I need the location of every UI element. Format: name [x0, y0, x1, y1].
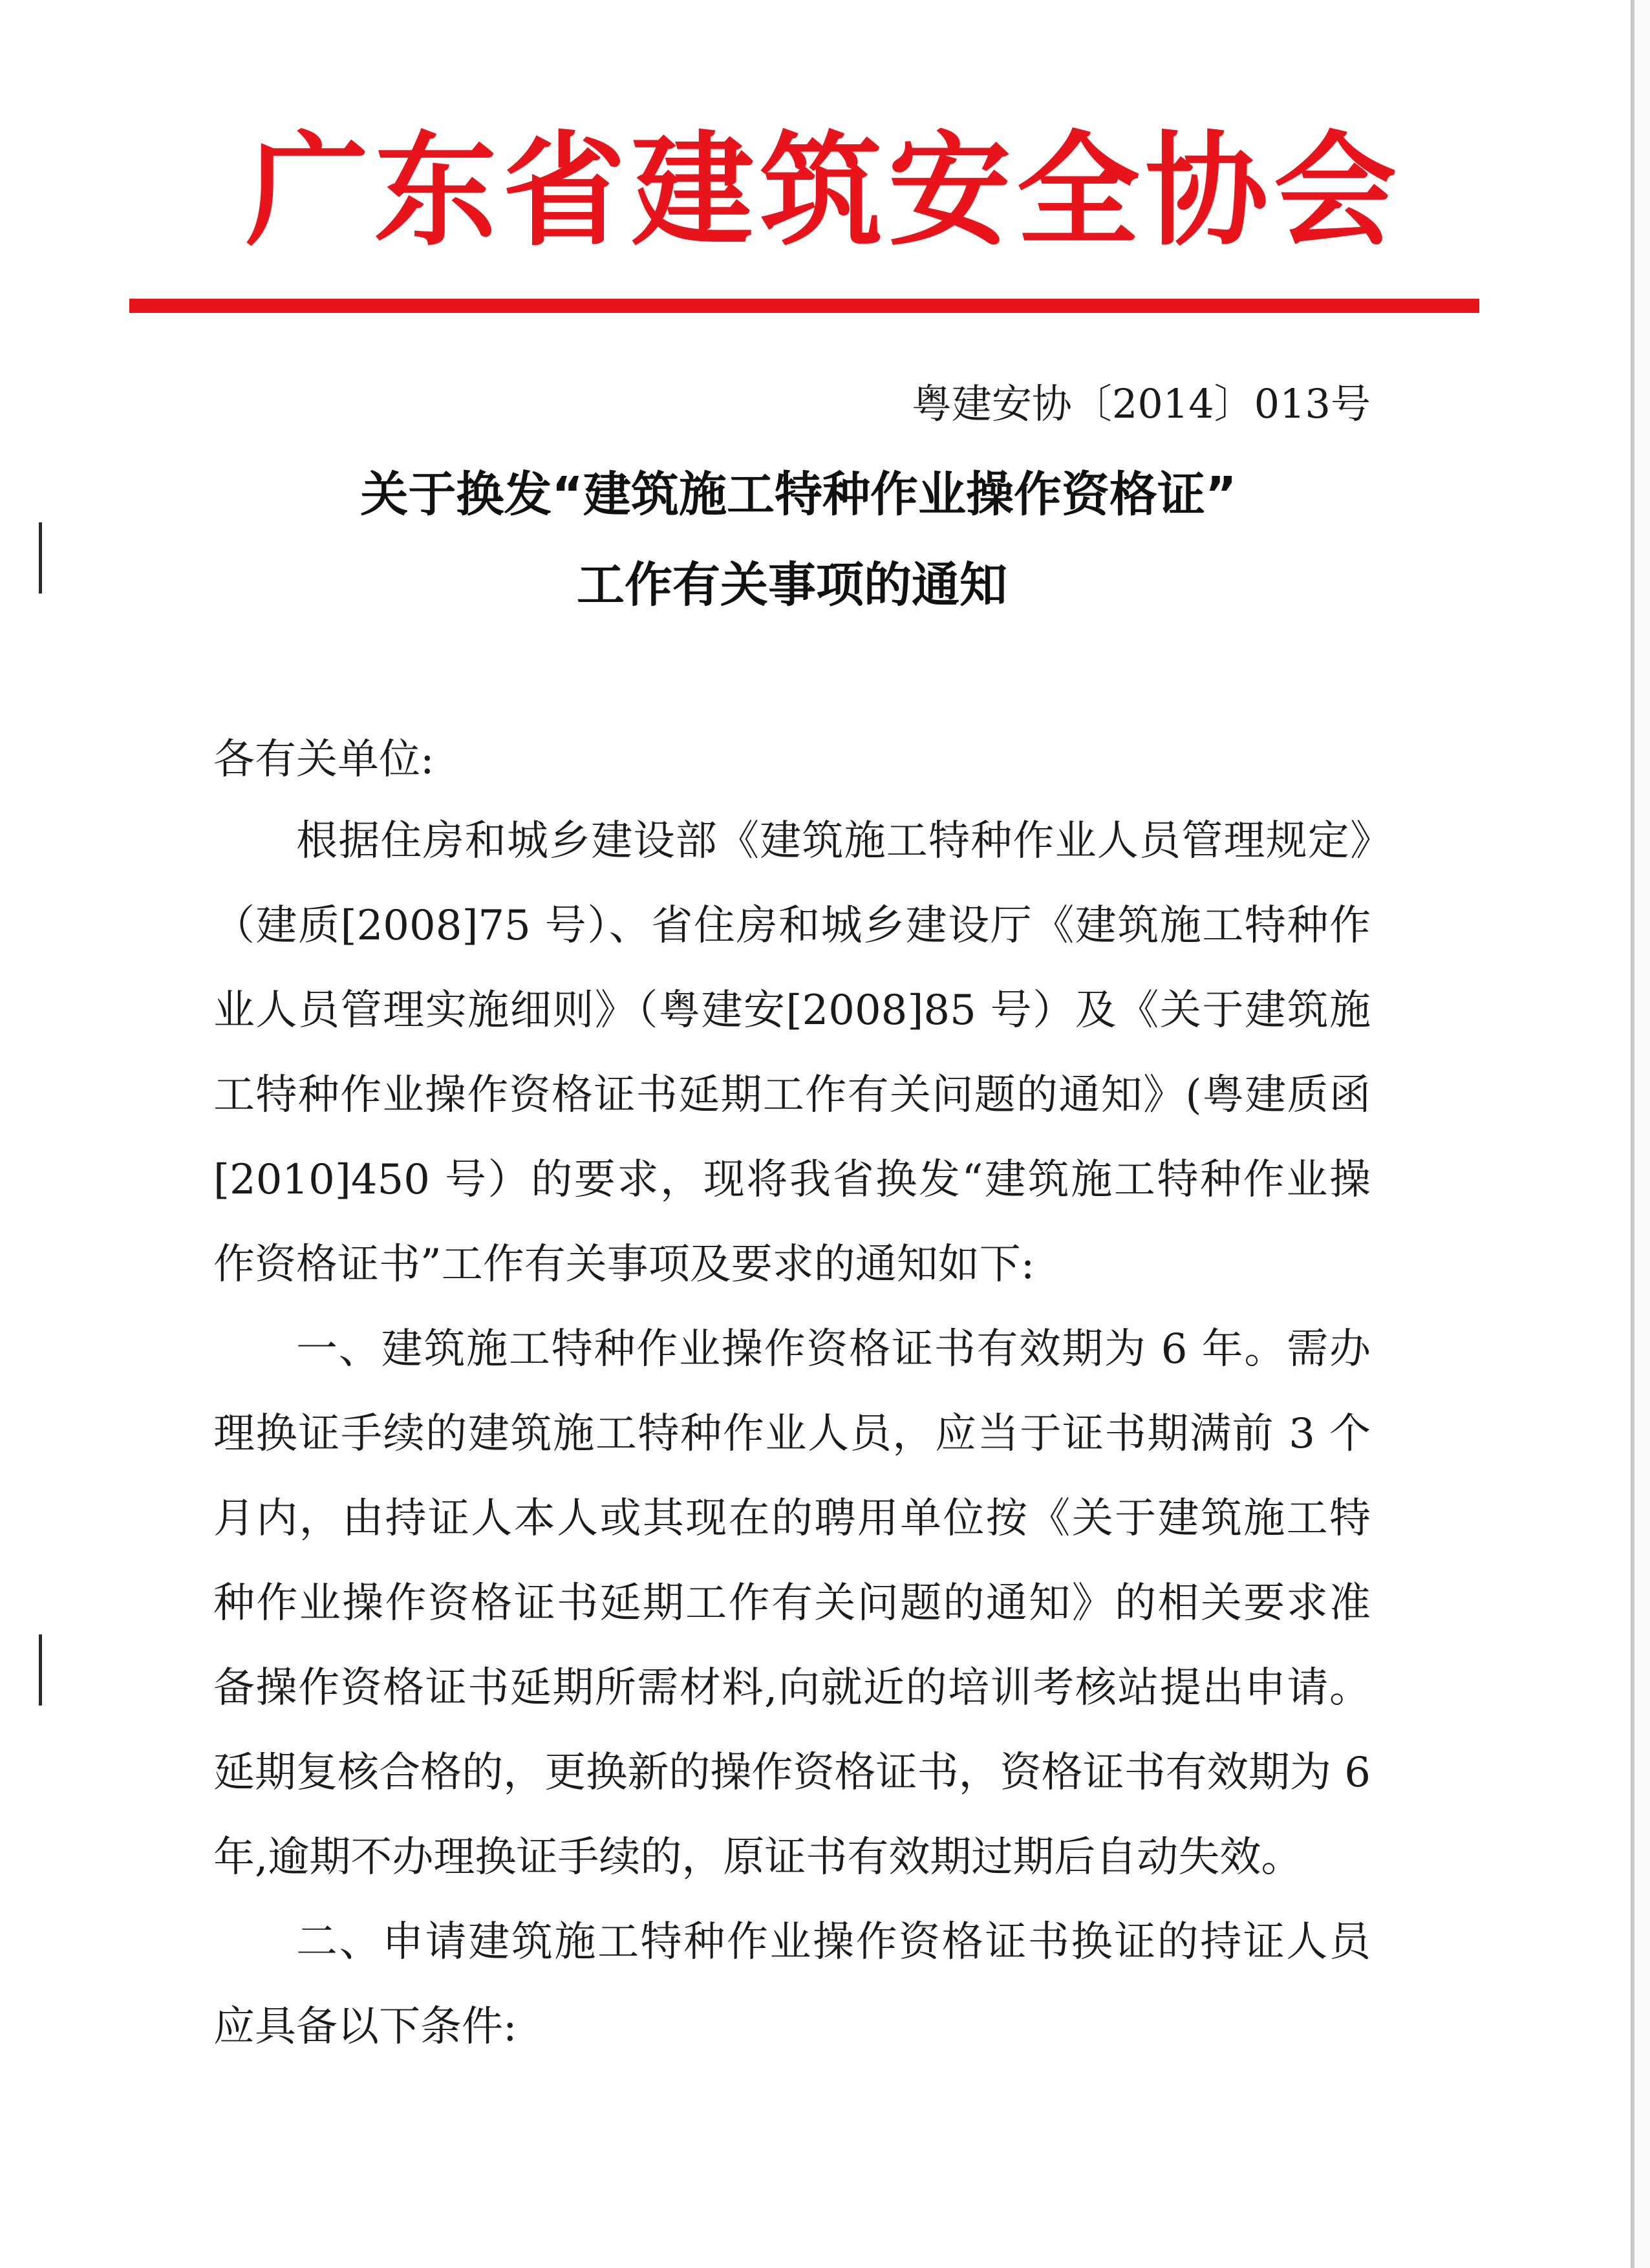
binding-mark	[39, 522, 42, 594]
salutation: 各有关单位:	[213, 736, 434, 784]
letterhead-org-name: 广东省建筑安全协会	[246, 118, 1397, 262]
document-title-line-2: 工作有关事项的通知	[577, 557, 1007, 613]
body-paragraph-3: 二、申请建筑施工特种作业操作资格证书换证的持证人员应具备以下条件:	[213, 1918, 1371, 2051]
scan-edge	[1631, 0, 1634, 2268]
letterhead-red-rule	[129, 299, 1479, 313]
document-title-line-1: 关于换发“建筑施工特种作业操作资格证”	[360, 467, 1237, 522]
document-number: 粤建安协〔2014〕013号	[911, 380, 1371, 427]
body-paragraph-2: 一、建筑施工特种作业操作资格证书有效期为 6 年。需办理换证手续的建筑施工特种作业人员，应当于证书期满前 3 个月内，由持证人本人或其现在的聘用单位按《关于建筑施工特种作业操作资格证书延期工作有关问题的通知》的相关要求准备操作资格证书延期所需材料,向就近的培训考核站提出申请。延期复核合格的，更换新的操作资格证书，资格证书有效期为 6 年,逾期不办理换证手续的，原证书有效期过期后自动失效。	[213, 1325, 1371, 1881]
scan-edge-shadow	[1634, 0, 1650, 2268]
body-paragraph-1: 根据住房和城乡建设部《建筑施工特种作业人员管理规定》（建质[2008]75 号）、省住房和城乡建设厅《建筑施工特种作业人员管理实施细则》（粤建安[2008]85 号）及《关于建筑施工特种作业操作资格证书延期工作有关问题的通知》(粤建质函[2010]450 号）的要求，现将我省换发“建筑施工特种作业操作资格证书”工作有关事项及要求的通知如下:	[213, 817, 1371, 1289]
binding-mark	[39, 1634, 42, 1706]
